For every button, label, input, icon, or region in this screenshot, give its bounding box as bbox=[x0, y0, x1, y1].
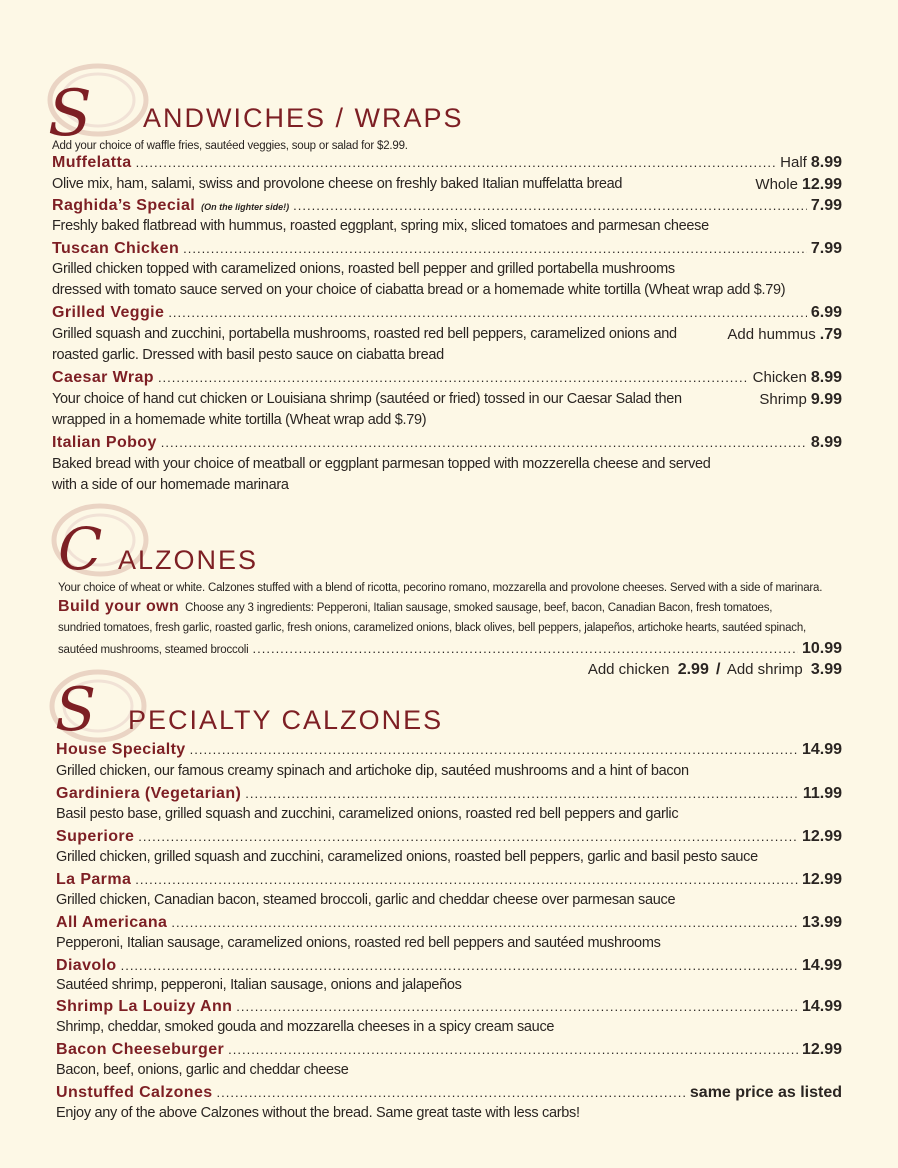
item-name: Muffelatta bbox=[52, 154, 132, 171]
leader-dots bbox=[171, 915, 798, 930]
item-description: Basil pesto base, grilled squash and zucchini, caramelized onions, roasted red bell peppers and garlic bbox=[56, 806, 679, 822]
leader-dots bbox=[190, 742, 798, 757]
item-name: Gardiniera (Vegetarian) bbox=[56, 785, 242, 802]
item-description: roasted garlic. Dressed with basil pesto sauce on ciabatta bread bbox=[52, 347, 444, 363]
price-label: Half bbox=[780, 154, 807, 171]
item-description: Grilled chicken, grilled squash and zucchini, caramelized onions, roasted bell peppers, garlic and basil pesto sauce bbox=[56, 849, 758, 865]
item-price: 7.99 bbox=[810, 240, 842, 257]
menu-item-row bbox=[52, 434, 842, 452]
section-heading: ALZONES bbox=[118, 545, 259, 575]
item-description: Freshly baked flatbread with hummus, roasted eggplant, spring mix, sliced tomatoes and parmesan cheese bbox=[52, 218, 709, 234]
item-price: 11.99 bbox=[802, 785, 842, 802]
menu-item-row bbox=[56, 828, 842, 846]
leader-dots bbox=[135, 872, 798, 887]
menu-item-row bbox=[56, 741, 842, 759]
menu-item-row bbox=[56, 871, 842, 889]
leader-dots bbox=[138, 829, 798, 844]
item-price: 8.99 bbox=[810, 369, 842, 386]
item-name: Grilled Veggie bbox=[52, 304, 165, 321]
menu-item-row bbox=[56, 785, 842, 803]
item-description: Shrimp, cheddar, smoked gouda and mozzarella cheeses in a spicy cream sauce bbox=[56, 1019, 555, 1035]
heading-initial: S bbox=[55, 675, 97, 745]
item-price: 10.99 bbox=[801, 640, 842, 657]
menu-item-row bbox=[52, 197, 842, 215]
section-note: Your choice of wheat or white. Calzones stuffed with a blend of ricotta, pecorino romano, mozzarella and provolone cheeses. Served with a side of marinara. bbox=[58, 582, 823, 594]
item-name: La Parma bbox=[56, 871, 132, 888]
menu-item-row bbox=[58, 640, 842, 658]
item-description: dressed with tomato sauce served on your choice of ciabatta bread or a homemade white tortilla (Wheat wrap add $.79) bbox=[52, 282, 786, 298]
menu-item-row bbox=[56, 1041, 842, 1059]
menu-item-row bbox=[56, 914, 842, 932]
item-description: Your choice of hand cut chicken or Louisiana shrimp (sautéed or fried) tossed in our Caesar Salad then bbox=[52, 391, 682, 407]
menu-item-row bbox=[56, 998, 842, 1016]
leader-dots bbox=[136, 155, 777, 170]
item-price: 13.99 bbox=[801, 914, 842, 931]
menu-item-row bbox=[56, 957, 842, 975]
item-name: All Americana bbox=[56, 914, 168, 931]
item-price: 12.99 bbox=[801, 1041, 842, 1058]
item-name: Unstuffed Calzones bbox=[56, 1084, 213, 1101]
alt-price-line: Whole 12.99 bbox=[755, 176, 842, 193]
item-name: Bacon Cheeseburger bbox=[56, 1041, 225, 1058]
item-price: 6.99 bbox=[810, 304, 842, 321]
leader-dots bbox=[168, 305, 807, 320]
item-name: House Specialty bbox=[56, 741, 186, 758]
item-name: Diavolo bbox=[56, 957, 117, 974]
heading-initial: S bbox=[48, 77, 92, 151]
item-name: Tuscan Chicken bbox=[52, 240, 180, 257]
item-description: Baked bread with your choice of meatball or eggplant parmesan topped with mozzerella cheese and served bbox=[52, 456, 711, 472]
item-price: 12.99 bbox=[801, 828, 842, 845]
menu-item-row bbox=[52, 154, 842, 172]
item-description: with a side of our homemade marinara bbox=[52, 477, 289, 493]
alt-price-line: Add hummus .79 bbox=[727, 326, 842, 343]
leader-dots bbox=[228, 1042, 798, 1057]
price-label: Chicken bbox=[752, 369, 807, 386]
item-description: Grilled chicken, our famous creamy spinach and artichoke dip, sautéed mushrooms and a hint of bacon bbox=[56, 763, 689, 779]
item-name: Superiore bbox=[56, 828, 135, 845]
section-heading: PECIALTY CALZONES bbox=[128, 705, 444, 735]
item-description: wrapped in a homemade white tortilla (Wheat wrap add $.79) bbox=[52, 412, 427, 428]
item-description: Enjoy any of the above Calzones without the bread. Same great taste with less carbs! bbox=[56, 1105, 580, 1121]
leader-dots bbox=[161, 435, 807, 450]
leader-dots bbox=[253, 641, 798, 656]
item-description: Sautéed shrimp, pepperoni, Italian sausage, onions and jalapeños bbox=[56, 977, 462, 993]
section-heading: ANDWICHES / WRAPS bbox=[143, 103, 464, 133]
item-description: Choose any 3 ingredients: Pepperoni, Italian sausage, smoked sausage, beef, bacon, Canadian Bacon, fresh tomatoes, bbox=[185, 602, 773, 614]
item-name: Shrimp La Louizy Ann bbox=[56, 998, 233, 1015]
heading-initial: C bbox=[58, 515, 103, 583]
item-price: 14.99 bbox=[801, 998, 842, 1015]
item-price: 14.99 bbox=[801, 741, 842, 758]
item-subtitle: (On the lighter side!) bbox=[201, 202, 290, 212]
item-description: Bacon, beef, onions, garlic and cheddar cheese bbox=[56, 1062, 349, 1078]
item-name: Caesar Wrap bbox=[52, 369, 154, 386]
item-description: sautéed mushrooms, steamed broccoli bbox=[58, 644, 249, 656]
item-description: Pepperoni, Italian sausage, caramelized onions, roasted red bell peppers and sautéed mushrooms bbox=[56, 935, 661, 951]
item-price: 12.99 bbox=[801, 871, 842, 888]
leader-dots bbox=[217, 1085, 686, 1100]
item-price: 8.99 bbox=[810, 434, 842, 451]
menu-item-row bbox=[52, 304, 842, 322]
leader-dots bbox=[121, 958, 798, 973]
item-description: Grilled chicken topped with caramelized onions, roasted bell pepper and grilled portabella mushrooms bbox=[52, 261, 675, 277]
section-note: Add your choice of waffle fries, sautéed veggies, soup or salad for $2.99. bbox=[52, 140, 408, 152]
item-price: 7.99 bbox=[810, 197, 842, 214]
build-your-own-row bbox=[58, 598, 772, 616]
item-name: Raghida’s Special bbox=[52, 197, 196, 214]
item-description: sundried tomatoes, fresh garlic, roasted garlic, fresh onions, caramelized onions, black olives, bell peppers, jalapeños, artichoke hearts, sautéed spinach, bbox=[58, 622, 807, 634]
item-price: 8.99 bbox=[810, 154, 842, 171]
item-description: Grilled chicken, Canadian bacon, steamed broccoli, garlic and cheddar cheese over parmesan sauce bbox=[56, 892, 676, 908]
leader-dots bbox=[293, 198, 807, 213]
add-ons-line: Add chicken 2.99 / Add shrimp 3.99 bbox=[587, 661, 842, 678]
item-price: 14.99 bbox=[801, 957, 842, 974]
leader-dots bbox=[183, 241, 807, 256]
menu-item-row bbox=[52, 240, 842, 258]
menu-item-row bbox=[52, 369, 842, 387]
item-name: Italian Poboy bbox=[52, 434, 157, 451]
leader-dots bbox=[236, 999, 798, 1014]
item-description: Olive mix, ham, salami, swiss and provolone cheese on freshly baked Italian muffelatta bread bbox=[52, 176, 623, 192]
item-name: Build your own bbox=[58, 598, 180, 615]
leader-dots bbox=[158, 370, 749, 385]
menu-item-row bbox=[56, 1084, 842, 1102]
item-description: Grilled squash and zucchini, portabella mushrooms, roasted red bell peppers, caramelized onions and bbox=[52, 326, 677, 342]
item-price: same price as listed bbox=[689, 1084, 842, 1101]
leader-dots bbox=[245, 786, 799, 801]
alt-price-line: Shrimp 9.99 bbox=[759, 391, 842, 408]
